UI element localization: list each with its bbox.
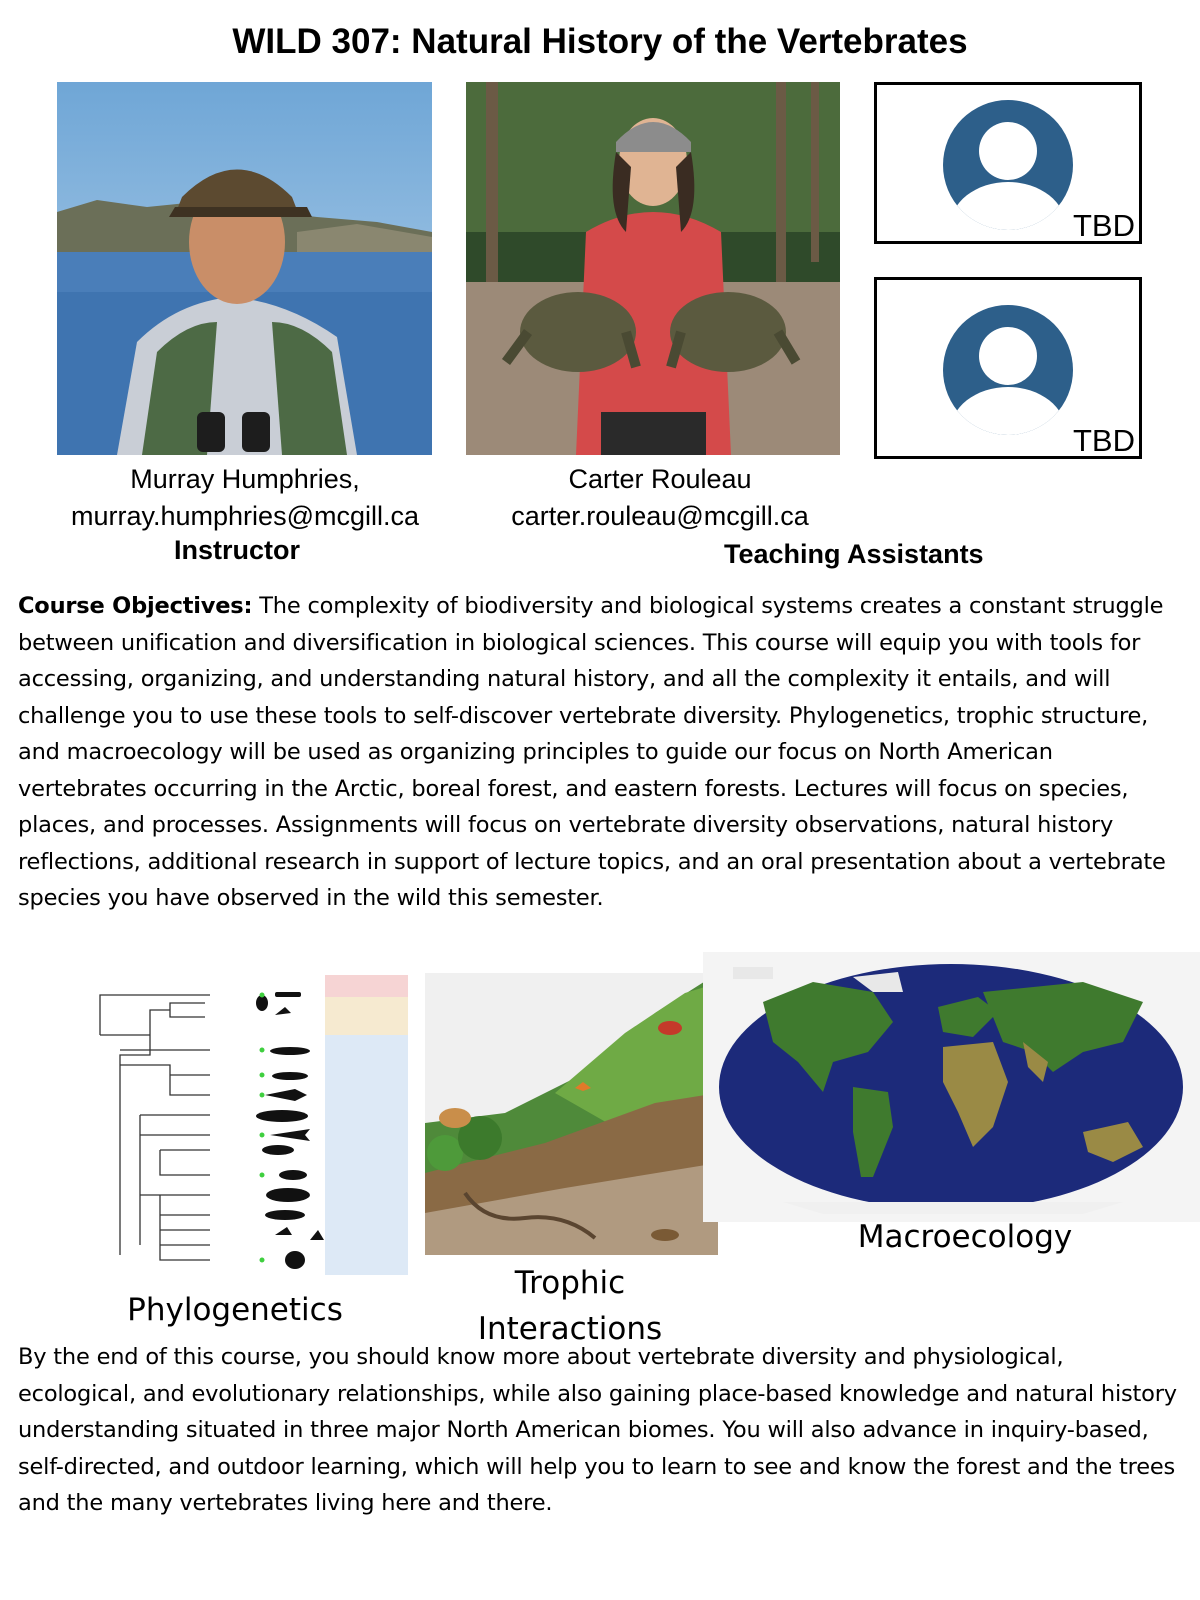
trophic-label-line1: Trophic xyxy=(514,1265,626,1301)
instructor-role: Instructor xyxy=(174,535,301,565)
assistant-caption xyxy=(470,461,850,535)
user-avatar-icon xyxy=(938,304,1078,444)
tbd-label: TBD xyxy=(1073,423,1135,458)
instructor-email: murray.humphries@mcgill.ca xyxy=(71,501,419,531)
tbd-placeholder-2 xyxy=(874,277,1142,459)
phylogenetics-label: Phylogenetics xyxy=(127,1292,343,1328)
world-map-figure xyxy=(703,952,1200,1222)
user-avatar-icon xyxy=(938,99,1078,239)
macroecology-label: Macroecology xyxy=(857,1219,1073,1255)
course-outcomes: By the end of this course, you should know more about vertebrate diversity and physiological, ecological, and evolutionary relationships, while also gaining place-based knowledge and natural history understanding situated in three major North American biomes. You will also advance in inquiry-based, self-directed, and outdoor learning, which will help you to learn to see and know the forest and the trees and the many vertebrates living here and there. xyxy=(18,1344,1177,1516)
course-objectives xyxy=(18,588,1188,917)
phylogenetic-tree-figure xyxy=(40,975,408,1275)
page-title: WILD 307: Natural History of the Vertebrates xyxy=(232,22,968,61)
trophic-interactions-figure xyxy=(425,973,718,1255)
assistant-photo xyxy=(466,82,840,455)
instructor-caption xyxy=(30,461,460,535)
instructor-name: Murray Humphries, xyxy=(130,464,360,494)
assistant-email: carter.rouleau@mcgill.ca xyxy=(511,501,809,531)
instructor-photo xyxy=(57,82,432,455)
tbd-placeholder-1 xyxy=(874,82,1142,244)
trophic-label-line2: Interactions xyxy=(477,1311,663,1347)
objectives-heading: Course Objectives: xyxy=(18,593,253,619)
assistant-name: Carter Rouleau xyxy=(568,464,752,494)
assistant-role: Teaching Assistants xyxy=(724,539,984,569)
tbd-label: TBD xyxy=(1073,208,1135,243)
objectives-text: The complexity of biodiversity and biological systems creates a constant struggle between unification and diversification in biological sciences. This course will equip you with tools for accessing, organizing, and understanding natural history, and all the complexity it entails, and will challenge you to use these tools to self-discover vertebrate diversity. Phylogenetics, trophic structure, and macroecology will be used as organizing principles to guide our focus on North American vertebrates occurring in the Arctic, boreal forest, and eastern forests. Lectures will focus on species, places, and processes. Assignments will focus on vertebrate diversity observations, natural history reflections, additional research in support of lecture topics, and an oral presentation about a vertebrate species you have observed in the wild this semester. xyxy=(18,593,1166,911)
